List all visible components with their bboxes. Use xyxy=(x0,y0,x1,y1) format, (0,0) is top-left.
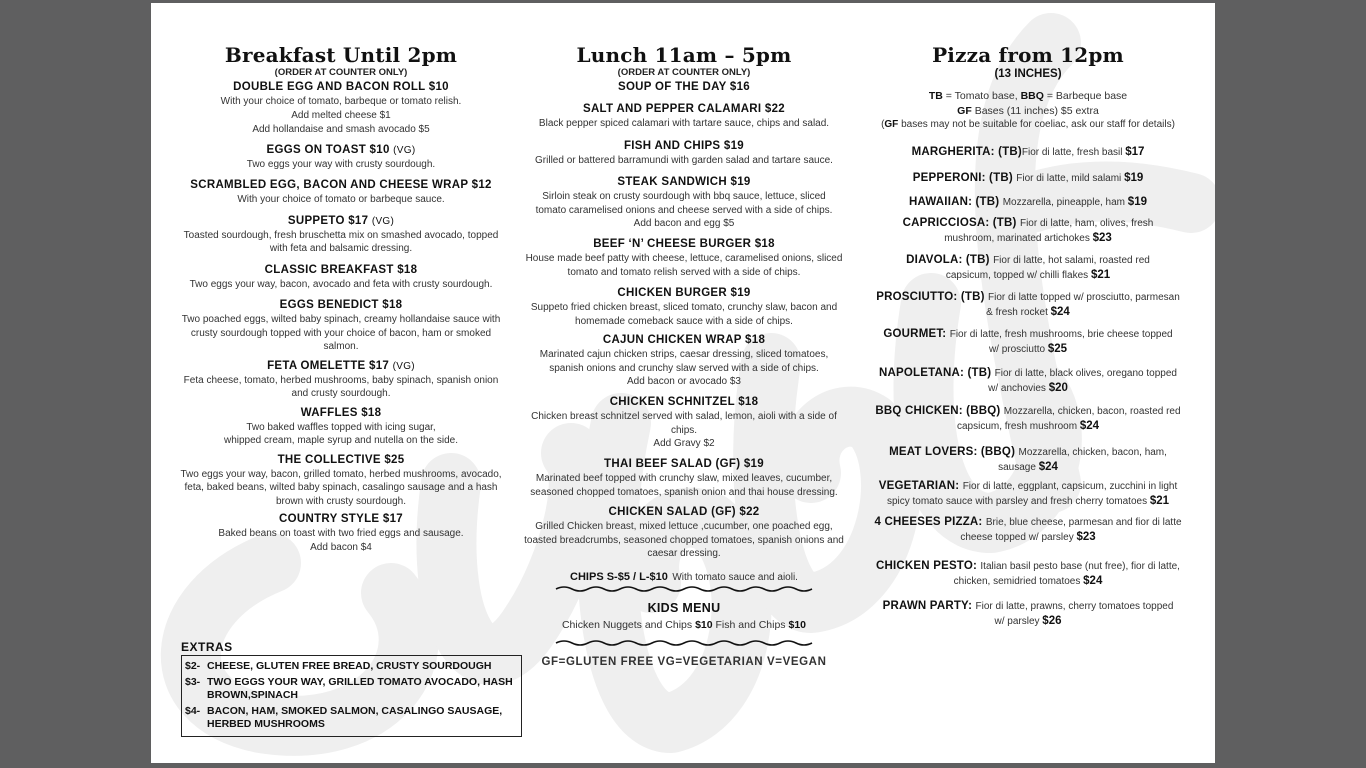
pizza-desc: Fior di latte, fresh basil xyxy=(1021,146,1126,158)
item-desc-line: Two eggs your way, bacon, grilled tomato, herbed mushrooms, avocado, xyxy=(180,468,502,480)
item-title: CLASSIC BREAKFAST $18 xyxy=(264,263,418,276)
pizza-desc: Fior di latte, hot salami, roasted red xyxy=(993,254,1150,266)
pizza-desc: capsicum, topped w/ chilli flakes xyxy=(945,269,1091,281)
item-name: CHICKEN SALAD (GF) $22 xyxy=(608,506,760,518)
pizza-price: $24 xyxy=(1083,574,1103,587)
pizza-item xyxy=(863,404,1193,434)
lunch-item xyxy=(521,505,847,561)
dietary-legend: GF=GLUTEN FREE VG=VEGETARIAN V=VEGAN xyxy=(541,655,827,668)
pizza-desc: chicken, semidried tomatoes xyxy=(953,575,1084,587)
item-desc-line: whipped cream, maple syrup and nutella on the side. xyxy=(223,435,459,446)
pizza-desc: Brie, blue cheese, parmesan and fior di latte xyxy=(985,516,1182,528)
pizza-price: $23 xyxy=(1092,231,1112,244)
gf-note-open: ( xyxy=(881,119,885,130)
extras-price: $3- xyxy=(185,676,201,688)
extras-price: $2- xyxy=(185,660,201,672)
item-desc-line: Two eggs your way, bacon, avocado and feta with crusty sourdough. xyxy=(189,278,493,290)
extras-box xyxy=(181,655,522,737)
pizza-line xyxy=(863,559,1193,574)
pizza-item xyxy=(863,145,1193,160)
pizza-name: PEPPERONI: (TB) xyxy=(912,171,1017,184)
item-addon: Add bacon or avocado $3 xyxy=(627,376,741,387)
item-desc-line: homemade comeback sauce with a side of chips. xyxy=(575,315,793,327)
pizza-desc: Fior di latte topped w/ prosciutto, parmesan xyxy=(988,291,1180,303)
pizza-item xyxy=(863,327,1193,357)
breakfast-item xyxy=(173,453,509,509)
pizza-desc: Fior di latte, fresh mushrooms, brie cheese topped xyxy=(949,328,1173,340)
breakfast-item xyxy=(173,143,509,172)
pizza-name: DIAVOLA: (TB) xyxy=(906,253,994,266)
chips-price: CHIPS S-$5 / L-$10 xyxy=(570,570,668,583)
pizza-item xyxy=(863,171,1193,186)
pizza-line xyxy=(863,366,1193,381)
item-addon: Add hollandaise and smash avocado $5 xyxy=(252,123,430,135)
pizza-item xyxy=(863,216,1193,246)
pizza-price: $24 xyxy=(1050,305,1070,318)
pizza-bases-info xyxy=(863,89,1193,133)
item-name xyxy=(173,359,509,374)
item-addon: Add Gravy $2 xyxy=(653,438,715,449)
item-name xyxy=(173,453,509,468)
pizza-line xyxy=(863,342,1193,357)
pizza-item xyxy=(863,479,1193,509)
item-desc-line: Baked beans on toast with two fried eggs and sausage. xyxy=(218,528,464,539)
divider-wave-bottom xyxy=(554,639,814,647)
lunch-items xyxy=(521,102,847,561)
item-title: FETA OMELETTE $17 xyxy=(267,359,390,372)
pizza-line xyxy=(863,145,1193,160)
kids-menu-line xyxy=(521,619,847,631)
pizza-price: $24 xyxy=(1038,460,1058,473)
item-name xyxy=(173,80,509,95)
pizza-name: PRAWN PARTY: xyxy=(882,599,976,612)
item-name: STEAK SANDWICH $19 xyxy=(617,176,751,188)
item-title: SUPPETO $17 xyxy=(287,214,369,227)
pizza-item xyxy=(863,366,1193,396)
tb-code: TB xyxy=(928,90,943,102)
item-desc-line: Toasted sourdough, fresh bruschetta mix on smashed avocado, topped xyxy=(183,229,499,241)
kids-menu-title: KIDS MENU xyxy=(647,600,721,615)
pizza-name: MEAT LOVERS: (BBQ) xyxy=(889,445,1019,458)
menu-page xyxy=(151,3,1215,763)
item-desc-line: Two baked waffles topped with icing sugar, xyxy=(246,421,436,433)
pizza-desc: w/ prosciutto xyxy=(988,343,1048,355)
pizza-item xyxy=(863,559,1193,589)
kids-price-fish: $10 xyxy=(788,618,807,631)
item-desc-line: Marinated beef topped with crunchy slaw, mixed leaves, cucumber, xyxy=(535,473,833,484)
item-desc-line: Feta cheese, tomato, herbed mushrooms, baby spinach, spanish onion xyxy=(183,374,499,386)
item-desc-line: tomato and tomato relish served with a side of chips. xyxy=(567,266,801,278)
pizza-line xyxy=(863,574,1193,589)
extras-text: CHEESE, GLUTEN FREE BREAD, CRUSTY SOURDOUGH xyxy=(207,660,492,672)
pizza-line xyxy=(863,231,1193,246)
pizza-price: $19 xyxy=(1124,171,1144,184)
item-desc-line: feta, baked beans, wilted baby spinach, casalingo sausage and a hash xyxy=(184,482,498,493)
lunch-item xyxy=(521,102,847,131)
extras-title: EXTRAS xyxy=(181,640,233,654)
item-desc-line: toasted breadcrumbs, seasoned chopped tomatoes, spanish onions and xyxy=(524,534,844,546)
item-name xyxy=(173,214,509,229)
pizza-price: $24 xyxy=(1079,419,1099,432)
pizza-desc: Mozzarella, pineapple, ham xyxy=(1002,196,1128,208)
item-desc-line: spanish onions and crunchy slaw served with a side of chips. xyxy=(549,362,819,374)
breakfast-item xyxy=(173,178,509,207)
item-desc-line: Sirloin steak on crusty sourdough with bbq sauce, lettuce, sliced xyxy=(542,191,826,202)
divider-wave-top xyxy=(554,585,814,593)
kids-item-nuggets: Chicken Nuggets and Chips xyxy=(561,618,693,631)
item-title: THE COLLECTIVE $25 xyxy=(277,453,405,466)
pizza-desc: Fior di latte, mild salami xyxy=(1016,172,1125,184)
item-desc-line: With your choice of tomato, barbeque or tomato relish. xyxy=(220,96,462,107)
pizza-desc: Fior di latte, ham, olives, fresh xyxy=(1019,217,1154,229)
pizza-desc: Mozzarella, chicken, bacon, ham, xyxy=(1018,446,1167,458)
item-name: SALT AND PEPPER CALAMARI $22 xyxy=(582,103,785,115)
pizza-price: $26 xyxy=(1042,614,1062,627)
breakfast-item xyxy=(173,80,509,137)
bbq-code: BBQ xyxy=(1020,90,1044,102)
pizza-name: MARGHERITA: (TB) xyxy=(911,145,1022,158)
pizza-desc: w/ parsley xyxy=(994,615,1043,627)
pizza-line xyxy=(863,290,1193,305)
item-title: COUNTRY STYLE $17 xyxy=(279,513,403,525)
item-desc-line: caesar dressing. xyxy=(647,548,721,559)
item-name xyxy=(173,512,509,527)
chips-line xyxy=(521,567,847,585)
pizza-price: $17 xyxy=(1125,145,1145,158)
item-desc-line: and crusty sourdough. xyxy=(291,388,391,399)
pizza-desc: Italian basil pesto base (nut free), fior di latte, xyxy=(980,560,1180,572)
item-name: FISH AND CHIPS $19 xyxy=(623,139,744,152)
lunch-item xyxy=(521,286,847,328)
item-desc-line: Suppeto fried chicken breast, sliced tomato, crunchy slaw, bacon and xyxy=(530,302,838,313)
extras-text: BACON, HAM, SMOKED SALMON, CASALINGO SAUSAGE, HERBED MUSHROOMS xyxy=(207,705,503,730)
pizza-price: $21 xyxy=(1149,494,1170,507)
pizza-line xyxy=(863,381,1193,396)
lunch-item xyxy=(521,333,847,389)
item-title: SCRAMBLED EGG, BACON AND CHEESE WRAP $12 xyxy=(190,179,492,191)
soup-of-the-day: SOUP OF THE DAY $16 xyxy=(617,81,751,93)
pizza-line xyxy=(863,195,1193,210)
pizza-item xyxy=(863,290,1193,320)
pizza-line xyxy=(863,305,1193,320)
gf-note-code: GF xyxy=(884,119,899,130)
breakfast-item xyxy=(173,263,509,292)
pizza-desc: w/ anchovies xyxy=(988,382,1049,394)
breakfast-item xyxy=(173,298,509,354)
breakfast-column xyxy=(173,3,509,555)
pizza-line xyxy=(863,216,1193,231)
pizza-desc: Fior di latte, black olives, oregano topped xyxy=(994,367,1177,379)
pizza-desc: Fior di latte, prawns, cherry tomatoes topped xyxy=(975,600,1174,612)
pizza-line xyxy=(863,515,1193,530)
pizza-name: CHICKEN PESTO: xyxy=(876,559,981,572)
item-tag: (VG) xyxy=(393,144,416,156)
lunch-item xyxy=(521,175,847,231)
pizza-line xyxy=(863,445,1193,460)
gf-note-text: bases may not be suitable for coeliac, ask our staff for details) xyxy=(901,119,1175,130)
item-title: EGGS BENEDICT $18 xyxy=(279,299,403,311)
lunch-item xyxy=(521,237,847,279)
pizza-item xyxy=(863,195,1193,210)
pizza-name: BBQ CHICKEN: (BBQ) xyxy=(875,404,1004,417)
pizza-desc: sausage xyxy=(998,461,1039,473)
pizza-item xyxy=(863,253,1193,283)
gf-text: Bases (11 inches) $5 extra xyxy=(974,104,1099,117)
extras-list xyxy=(185,660,518,731)
pizza-price: $19 xyxy=(1127,195,1147,208)
item-desc-line: chips. xyxy=(670,424,698,436)
bbq-text: = Barbeque base xyxy=(1046,90,1128,102)
item-desc-line: brown with crusty sourdough. xyxy=(275,495,407,507)
pizza-desc: Mozzarella, chicken, bacon, roasted red xyxy=(1003,405,1181,417)
lunch-item xyxy=(521,457,847,499)
pizza-title: Pizza from 12pm xyxy=(932,43,1124,67)
pizza-items xyxy=(863,145,1193,629)
extras-row xyxy=(185,660,518,673)
item-title: EGGS ON TOAST $10 xyxy=(266,143,390,156)
item-desc-line: Marinated cajun chicken strips, caesar dressing, sliced tomatoes, xyxy=(539,349,829,360)
breakfast-title: Breakfast Until 2pm xyxy=(224,43,458,67)
breakfast-items xyxy=(173,80,509,555)
pizza-name: VEGETARIAN: xyxy=(878,479,963,492)
extras-price: $4- xyxy=(185,705,201,717)
item-tag: (VG) xyxy=(371,215,395,227)
item-desc-line: House made beef patty with cheese, lettuce, caramelised onions, sliced xyxy=(525,253,843,264)
item-name: CHICKEN BURGER $19 xyxy=(617,287,751,299)
pizza-name: NAPOLETANA: (TB) xyxy=(879,366,995,379)
pizza-line xyxy=(863,460,1193,475)
extras-text: TWO EGGS YOUR WAY, GRILLED TOMATO AVOCADO, HASH BROWN,SPINACH xyxy=(207,676,513,701)
pizza-name: CAPRICCIOSA: (TB) xyxy=(902,216,1020,229)
item-desc-line: Two poached eggs, wilted baby spinach, creamy hollandaise sauce with xyxy=(181,314,501,325)
item-desc-line: Chicken breast schnitzel served with salad, lemon, aioli with a side of xyxy=(531,411,837,422)
pizza-name: 4 CHEESES PIZZA: xyxy=(874,515,986,528)
item-desc-line: salmon. xyxy=(323,341,359,352)
item-name xyxy=(173,263,509,278)
item-desc-line: With your choice of tomato or barbeque sauce. xyxy=(237,194,445,205)
pizza-line xyxy=(863,479,1193,494)
item-tag: (VG) xyxy=(392,360,415,372)
pizza-desc: Fior di latte, eggplant, capsicum, zucchini in light xyxy=(962,480,1178,492)
pizza-line xyxy=(863,494,1193,509)
pizza-item xyxy=(863,515,1193,545)
breakfast-item xyxy=(173,406,509,448)
item-desc-line: seasoned chopped tomatoes, spanish onion and thai house dressing. xyxy=(530,486,838,498)
pizza-desc: capsicum, fresh mushroom xyxy=(956,420,1080,432)
item-name: THAI BEEF SALAD (GF) $19 xyxy=(604,458,764,470)
tb-text: = Tomato base, xyxy=(945,90,1018,102)
item-name: BEEF ‘N’ CHEESE BURGER $18 xyxy=(593,238,775,250)
pizza-line xyxy=(863,268,1193,283)
pizza-column xyxy=(863,3,1193,629)
pizza-name: PROSCIUTTO: (TB) xyxy=(876,290,989,303)
pizza-line xyxy=(863,327,1193,342)
pizza-desc: & fresh rocket xyxy=(986,306,1051,318)
pizza-item xyxy=(863,599,1193,629)
breakfast-order-note: (ORDER AT COUNTER ONLY) xyxy=(274,67,408,78)
item-name xyxy=(173,178,509,193)
pizza-price: $23 xyxy=(1076,530,1096,543)
pizza-price: $25 xyxy=(1047,342,1068,355)
pizza-price: $20 xyxy=(1048,381,1068,394)
pizza-line xyxy=(863,171,1193,186)
item-desc-line: Grilled or battered barramundi with garden salad and tartare sauce. xyxy=(535,154,833,166)
breakfast-item xyxy=(173,359,509,401)
pizza-price: $21 xyxy=(1090,268,1111,281)
pizza-name: HAWAIIAN: (TB) xyxy=(909,195,1003,208)
lunch-title: Lunch 11am – 5pm xyxy=(576,43,792,67)
item-name: CHICKEN SCHNITZEL $18 xyxy=(609,396,759,408)
pizza-line xyxy=(863,419,1193,434)
pizza-item xyxy=(863,445,1193,475)
item-name: CAJUN CHICKEN WRAP $18 xyxy=(602,334,766,346)
item-desc-line: Black pepper spiced calamari with tartare sauce, chips and salad. xyxy=(538,118,830,129)
item-addon: Add bacon and egg $5 xyxy=(633,218,735,229)
lunch-order-note: (ORDER AT COUNTER ONLY) xyxy=(617,67,751,78)
kids-price-nuggets: $10 xyxy=(695,618,713,631)
pizza-desc: cheese topped w/ parsley xyxy=(960,531,1077,543)
item-name xyxy=(173,298,509,313)
pizza-line xyxy=(863,599,1193,614)
item-desc-line: tomato caramelised onions and cheese served with a side of chips. xyxy=(535,204,833,216)
gf-code: GF xyxy=(957,104,972,117)
item-desc-line: with feta and balsamic dressing. xyxy=(269,243,413,254)
pizza-line xyxy=(863,614,1193,629)
item-desc-line: Two eggs your way with crusty sourdough. xyxy=(246,158,436,170)
pizza-line xyxy=(863,530,1193,545)
item-desc-line: Grilled Chicken breast, mixed lettuce ,cucumber, one poached egg, xyxy=(535,521,833,532)
item-name xyxy=(173,406,509,421)
breakfast-item xyxy=(173,512,509,555)
lunch-item xyxy=(521,139,847,168)
kids-item-fish: Fish and Chips xyxy=(715,618,786,631)
pizza-size: (13 INCHES) xyxy=(994,68,1062,80)
chips-desc: With tomato sauce and aioli. xyxy=(672,571,798,583)
pizza-desc: spicy tomato sauce with parsley and fresh cherry tomatoes xyxy=(886,495,1150,507)
breakfast-item xyxy=(173,214,509,256)
extras-row xyxy=(185,705,518,731)
pizza-line xyxy=(863,253,1193,268)
item-name xyxy=(173,143,509,158)
item-addon: Add bacon $4 xyxy=(310,541,372,553)
item-title: WAFFLES $18 xyxy=(300,406,382,419)
item-title: DOUBLE EGG AND BACON ROLL $10 xyxy=(233,81,449,93)
lunch-column xyxy=(521,3,847,668)
pizza-name: GOURMET: xyxy=(883,327,950,340)
item-desc-line: crusty sourdough topped with your choice of bacon, ham or smoked xyxy=(190,327,492,339)
extras-row xyxy=(185,676,518,702)
lunch-item xyxy=(521,395,847,451)
pizza-line xyxy=(863,404,1193,419)
pizza-desc: mushroom, marinated artichokes xyxy=(944,232,1093,244)
item-addon: Add melted cheese $1 xyxy=(291,109,391,121)
